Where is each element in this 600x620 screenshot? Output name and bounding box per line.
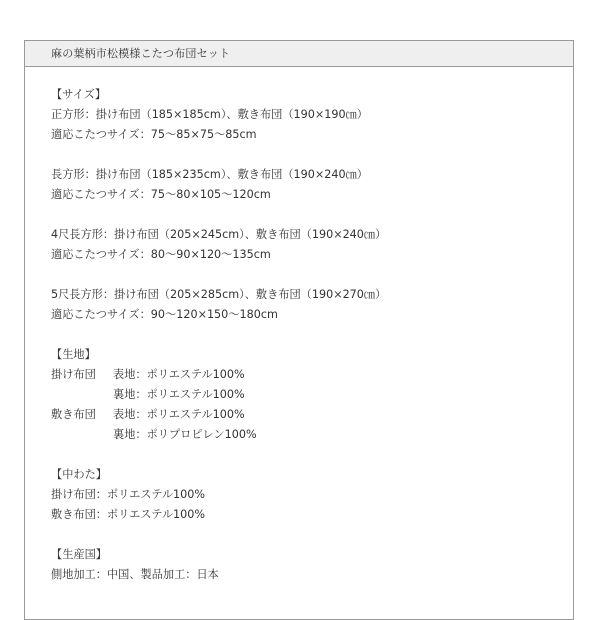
spacer [51, 525, 563, 545]
fabric-category: 敷き布団 [51, 408, 96, 421]
fabric-row [51, 425, 563, 445]
filling-line: 敷き布団：ポリエステル100% [51, 508, 206, 521]
size-4shaku-futon: 4尺長方形：掛け布団（205×245cm）、敷き布団（190×240㎝） [51, 228, 387, 241]
size-rectangle-kotatsu: 適応こたつサイズ：75～80×105～120cm [51, 188, 271, 201]
fabric-row [51, 365, 563, 385]
spec-body [51, 85, 563, 585]
size-5shaku-futon: 5尺長方形：掛け布団（205×285cm）、敷き布団（190×270㎝） [51, 288, 387, 301]
origin-line: 側地加工：中国、製品加工：日本 [51, 568, 219, 581]
size-heading: 【サイズ】 [51, 88, 107, 101]
fabric-value: 表地：ポリエステル100% [113, 368, 245, 381]
fabric-category [51, 425, 113, 445]
fabric-value: 表地：ポリエステル100% [113, 408, 245, 421]
spec-panel [24, 40, 574, 620]
size-5shaku-kotatsu: 適応こたつサイズ：90～120×150～180cm [51, 308, 278, 321]
size-square-kotatsu: 適応こたつサイズ：75～85×75～85cm [51, 128, 257, 141]
fabric-row [51, 385, 563, 405]
spacer [51, 265, 563, 285]
product-title: 麻の葉柄市松模様こたつ布団セット [25, 41, 573, 67]
origin-heading: 【生産国】 [51, 548, 107, 561]
size-square-futon: 正方形：掛け布団（185×185cm）、敷き布団（190×190㎝） [51, 108, 368, 121]
size-4shaku-kotatsu: 適応こたつサイズ：80～90×120～135cm [51, 248, 271, 261]
spacer [51, 445, 563, 465]
spacer [51, 325, 563, 345]
filling-heading: 【中わた】 [51, 468, 107, 481]
fabric-heading: 【生地】 [51, 348, 96, 361]
fabric-value: 裏地：ポリエステル100% [113, 388, 245, 401]
fabric-row [51, 405, 563, 425]
fabric-value: 裏地：ポリプロピレン100% [113, 428, 257, 441]
spacer [51, 205, 563, 225]
spacer [51, 145, 563, 165]
fabric-category: 掛け布団 [51, 368, 96, 381]
size-rectangle-futon: 長方形：掛け布団（185×235cm）、敷き布団（190×240㎝） [51, 168, 368, 181]
filling-line: 掛け布団：ポリエステル100% [51, 488, 206, 501]
fabric-category [51, 385, 113, 405]
